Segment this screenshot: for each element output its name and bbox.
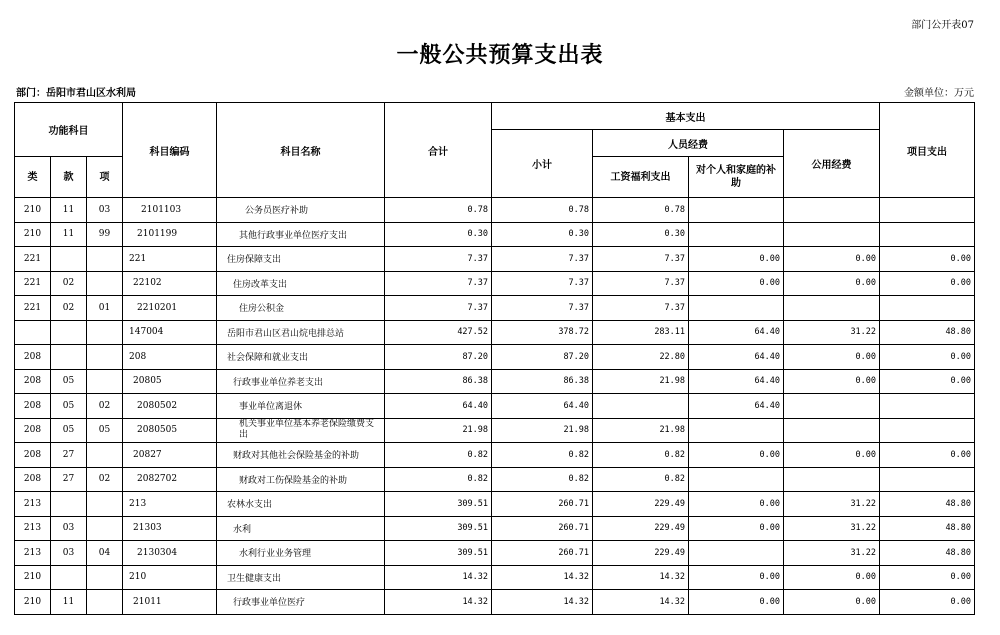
cell-public bbox=[784, 198, 880, 223]
table-row bbox=[15, 296, 975, 321]
cell-xiang bbox=[87, 247, 123, 272]
cell-subsidy bbox=[689, 541, 784, 566]
cell-salary: 7.37 bbox=[593, 247, 689, 272]
cell-project: 0.00 bbox=[880, 443, 975, 468]
header-total: 合计 bbox=[385, 103, 492, 198]
header-kuan: 款 bbox=[51, 157, 87, 198]
cell-subject-code: 2130304 bbox=[123, 541, 217, 566]
cell-xiang: 04 bbox=[87, 541, 123, 566]
cell-salary: 21.98 bbox=[593, 418, 689, 443]
form-code: 部门公开表07 bbox=[911, 20, 974, 31]
cell-public bbox=[784, 418, 880, 443]
cell-kuan bbox=[51, 492, 87, 517]
table-row bbox=[15, 516, 975, 541]
cell-lei: 213 bbox=[15, 541, 51, 566]
cell-subtotal: 0.30 bbox=[492, 222, 593, 247]
cell-kuan: 27 bbox=[51, 443, 87, 468]
cell-public: 0.00 bbox=[784, 345, 880, 370]
cell-xiang bbox=[87, 345, 123, 370]
cell-xiang: 99 bbox=[87, 222, 123, 247]
cell-subject-code: 210 bbox=[123, 565, 217, 590]
cell-project: 0.00 bbox=[880, 590, 975, 615]
cell-public: 0.00 bbox=[784, 590, 880, 615]
cell-subsidy: 64.40 bbox=[689, 320, 784, 345]
cell-subsidy bbox=[689, 418, 784, 443]
cell-salary: 229.49 bbox=[593, 516, 689, 541]
table-row bbox=[15, 222, 975, 247]
cell-public bbox=[784, 467, 880, 492]
cell-total: 64.40 bbox=[385, 394, 492, 419]
cell-kuan: 03 bbox=[51, 516, 87, 541]
table-row bbox=[15, 198, 975, 223]
cell-project: 48.80 bbox=[880, 320, 975, 345]
table-row bbox=[15, 541, 975, 566]
cell-subsidy bbox=[689, 222, 784, 247]
cell-public: 0.00 bbox=[784, 565, 880, 590]
cell-project bbox=[880, 198, 975, 223]
cell-lei: 213 bbox=[15, 516, 51, 541]
cell-salary: 0.78 bbox=[593, 198, 689, 223]
cell-project: 48.80 bbox=[880, 492, 975, 517]
cell-subject-code: 2082702 bbox=[123, 467, 217, 492]
cell-total: 14.32 bbox=[385, 565, 492, 590]
header-personnel: 人员经费 bbox=[593, 130, 784, 157]
cell-xiang bbox=[87, 590, 123, 615]
cell-project: 48.80 bbox=[880, 541, 975, 566]
cell-subject-name: 财政对工伤保险基金的补助 bbox=[217, 467, 385, 492]
cell-subject-code: 2101103 bbox=[123, 198, 217, 223]
cell-subject-name: 行政事业单位养老支出 bbox=[217, 369, 385, 394]
table-row bbox=[15, 467, 975, 492]
cell-lei: 208 bbox=[15, 369, 51, 394]
cell-subsidy: 64.40 bbox=[689, 394, 784, 419]
cell-subject-code: 20805 bbox=[123, 369, 217, 394]
budget-expenditure-table bbox=[14, 102, 975, 615]
cell-kuan: 03 bbox=[51, 541, 87, 566]
cell-subject-code: 22102 bbox=[123, 271, 217, 296]
cell-subsidy: 64.40 bbox=[689, 345, 784, 370]
cell-xiang bbox=[87, 369, 123, 394]
cell-lei: 210 bbox=[15, 198, 51, 223]
cell-xiang: 05 bbox=[87, 418, 123, 443]
cell-salary bbox=[593, 394, 689, 419]
cell-subtotal: 14.32 bbox=[492, 565, 593, 590]
cell-kuan bbox=[51, 565, 87, 590]
cell-subject-code: 21011 bbox=[123, 590, 217, 615]
table-row bbox=[15, 394, 975, 419]
table-row bbox=[15, 590, 975, 615]
cell-xiang bbox=[87, 271, 123, 296]
cell-total: 309.51 bbox=[385, 541, 492, 566]
header-public: 公用经费 bbox=[784, 130, 880, 198]
cell-total: 0.82 bbox=[385, 443, 492, 468]
cell-subsidy: 0.00 bbox=[689, 271, 784, 296]
cell-subsidy: 0.00 bbox=[689, 492, 784, 517]
cell-subsidy: 64.40 bbox=[689, 369, 784, 394]
cell-subtotal: 0.78 bbox=[492, 198, 593, 223]
table-row bbox=[15, 247, 975, 272]
cell-kuan bbox=[51, 345, 87, 370]
cell-salary: 0.30 bbox=[593, 222, 689, 247]
cell-kuan: 27 bbox=[51, 467, 87, 492]
cell-salary: 7.37 bbox=[593, 296, 689, 321]
cell-public bbox=[784, 222, 880, 247]
cell-lei: 208 bbox=[15, 443, 51, 468]
cell-salary: 229.49 bbox=[593, 492, 689, 517]
cell-xiang bbox=[87, 320, 123, 345]
header-subject-code: 科目编码 bbox=[123, 103, 217, 198]
cell-subject-name: 行政事业单位医疗 bbox=[217, 590, 385, 615]
cell-subtotal: 14.32 bbox=[492, 590, 593, 615]
cell-salary: 0.82 bbox=[593, 443, 689, 468]
table-row bbox=[15, 320, 975, 345]
cell-subtotal: 7.37 bbox=[492, 247, 593, 272]
cell-public bbox=[784, 394, 880, 419]
cell-kuan: 05 bbox=[51, 418, 87, 443]
cell-subsidy bbox=[689, 467, 784, 492]
table-row bbox=[15, 345, 975, 370]
cell-subtotal: 87.20 bbox=[492, 345, 593, 370]
cell-subject-name: 水利 bbox=[217, 516, 385, 541]
cell-subject-name: 公务员医疗补助 bbox=[217, 198, 385, 223]
cell-subsidy: 0.00 bbox=[689, 590, 784, 615]
cell-subtotal: 7.37 bbox=[492, 271, 593, 296]
cell-kuan: 11 bbox=[51, 590, 87, 615]
cell-xiang: 02 bbox=[87, 394, 123, 419]
cell-lei: 221 bbox=[15, 271, 51, 296]
cell-subject-name: 事业单位离退休 bbox=[217, 394, 385, 419]
cell-total: 21.98 bbox=[385, 418, 492, 443]
header-basic: 基本支出 bbox=[492, 103, 880, 130]
cell-xiang: 01 bbox=[87, 296, 123, 321]
cell-total: 309.51 bbox=[385, 492, 492, 517]
cell-subtotal: 260.71 bbox=[492, 492, 593, 517]
cell-xiang bbox=[87, 516, 123, 541]
cell-total: 427.52 bbox=[385, 320, 492, 345]
header-subject-name: 科目名称 bbox=[217, 103, 385, 198]
cell-subtotal: 64.40 bbox=[492, 394, 593, 419]
table-row bbox=[15, 271, 975, 296]
cell-subsidy: 0.00 bbox=[689, 247, 784, 272]
cell-subject-name: 住房公积金 bbox=[217, 296, 385, 321]
cell-project: 0.00 bbox=[880, 345, 975, 370]
cell-subsidy: 0.00 bbox=[689, 443, 784, 468]
cell-salary: 283.11 bbox=[593, 320, 689, 345]
cell-subtotal: 0.82 bbox=[492, 443, 593, 468]
cell-public: 0.00 bbox=[784, 247, 880, 272]
cell-total: 0.30 bbox=[385, 222, 492, 247]
cell-subject-name: 社会保障和就业支出 bbox=[217, 345, 385, 370]
cell-kuan: 05 bbox=[51, 394, 87, 419]
cell-project: 0.00 bbox=[880, 247, 975, 272]
cell-xiang bbox=[87, 443, 123, 468]
header-xiang: 项 bbox=[87, 157, 123, 198]
cell-subject-name: 机关事业单位基本养老保险缴费支出 bbox=[217, 418, 385, 443]
cell-subtotal: 0.82 bbox=[492, 467, 593, 492]
cell-subject-name: 财政对其他社会保险基金的补助 bbox=[217, 443, 385, 468]
cell-kuan bbox=[51, 320, 87, 345]
cell-subtotal: 7.37 bbox=[492, 296, 593, 321]
cell-lei: 221 bbox=[15, 296, 51, 321]
cell-lei: 208 bbox=[15, 345, 51, 370]
cell-total: 14.32 bbox=[385, 590, 492, 615]
header-lei: 类 bbox=[15, 157, 51, 198]
header-subtotal: 小计 bbox=[492, 130, 593, 198]
cell-kuan bbox=[51, 247, 87, 272]
cell-xiang bbox=[87, 492, 123, 517]
cell-project bbox=[880, 418, 975, 443]
cell-xiang: 02 bbox=[87, 467, 123, 492]
cell-public: 31.22 bbox=[784, 516, 880, 541]
table-row bbox=[15, 565, 975, 590]
cell-kuan: 02 bbox=[51, 296, 87, 321]
cell-xiang: 03 bbox=[87, 198, 123, 223]
cell-subject-name: 其他行政事业单位医疗支出 bbox=[217, 222, 385, 247]
cell-public: 31.22 bbox=[784, 320, 880, 345]
header-subsidy: 对个人和家庭的补助 bbox=[689, 157, 784, 198]
cell-kuan: 05 bbox=[51, 369, 87, 394]
cell-subject-code: 213 bbox=[123, 492, 217, 517]
cell-project bbox=[880, 467, 975, 492]
cell-subtotal: 378.72 bbox=[492, 320, 593, 345]
cell-subject-name: 住房改革支出 bbox=[217, 271, 385, 296]
cell-salary: 0.82 bbox=[593, 467, 689, 492]
cell-total: 7.37 bbox=[385, 247, 492, 272]
cell-total: 87.20 bbox=[385, 345, 492, 370]
cell-project: 0.00 bbox=[880, 565, 975, 590]
header-salary: 工资福利支出 bbox=[593, 157, 689, 198]
cell-subsidy: 0.00 bbox=[689, 565, 784, 590]
cell-lei: 213 bbox=[15, 492, 51, 517]
cell-subtotal: 86.38 bbox=[492, 369, 593, 394]
cell-public: 0.00 bbox=[784, 271, 880, 296]
cell-project bbox=[880, 222, 975, 247]
cell-public: 0.00 bbox=[784, 369, 880, 394]
cell-kuan: 11 bbox=[51, 198, 87, 223]
cell-total: 7.37 bbox=[385, 271, 492, 296]
cell-subject-name: 住房保障支出 bbox=[217, 247, 385, 272]
cell-project: 48.80 bbox=[880, 516, 975, 541]
cell-lei: 210 bbox=[15, 590, 51, 615]
cell-kuan: 02 bbox=[51, 271, 87, 296]
cell-salary: 22.80 bbox=[593, 345, 689, 370]
cell-subject-name: 岳阳市君山区君山烷电排总站 bbox=[217, 320, 385, 345]
cell-subject-code: 2101199 bbox=[123, 222, 217, 247]
cell-subject-name: 卫生健康支出 bbox=[217, 565, 385, 590]
cell-public: 0.00 bbox=[784, 443, 880, 468]
cell-lei: 210 bbox=[15, 565, 51, 590]
cell-total: 0.82 bbox=[385, 467, 492, 492]
cell-public: 31.22 bbox=[784, 541, 880, 566]
cell-salary: 14.32 bbox=[593, 590, 689, 615]
header-func-subject: 功能科目 bbox=[15, 103, 123, 157]
cell-total: 86.38 bbox=[385, 369, 492, 394]
cell-subtotal: 260.71 bbox=[492, 516, 593, 541]
cell-project bbox=[880, 394, 975, 419]
cell-subject-code: 221 bbox=[123, 247, 217, 272]
cell-salary: 229.49 bbox=[593, 541, 689, 566]
cell-subject-code: 2080502 bbox=[123, 394, 217, 419]
cell-lei: 208 bbox=[15, 467, 51, 492]
cell-project: 0.00 bbox=[880, 369, 975, 394]
cell-total: 309.51 bbox=[385, 516, 492, 541]
cell-subject-code: 147004 bbox=[123, 320, 217, 345]
cell-salary: 7.37 bbox=[593, 271, 689, 296]
table-row bbox=[15, 418, 975, 443]
cell-subtotal: 260.71 bbox=[492, 541, 593, 566]
cell-project: 0.00 bbox=[880, 271, 975, 296]
cell-lei: 221 bbox=[15, 247, 51, 272]
cell-lei: 210 bbox=[15, 222, 51, 247]
cell-project bbox=[880, 296, 975, 321]
cell-salary: 21.98 bbox=[593, 369, 689, 394]
page-title: 一般公共预算支出表 bbox=[396, 42, 604, 68]
table-row bbox=[15, 369, 975, 394]
cell-subject-code: 21303 bbox=[123, 516, 217, 541]
department-label: 部门：岳阳市君山区水利局 bbox=[16, 88, 136, 99]
amount-unit-label: 金额单位：万元 bbox=[904, 88, 974, 99]
cell-lei bbox=[15, 320, 51, 345]
cell-public: 31.22 bbox=[784, 492, 880, 517]
cell-subject-code: 20827 bbox=[123, 443, 217, 468]
cell-total: 7.37 bbox=[385, 296, 492, 321]
table-row bbox=[15, 492, 975, 517]
cell-total: 0.78 bbox=[385, 198, 492, 223]
cell-xiang bbox=[87, 565, 123, 590]
cell-subject-code: 2210201 bbox=[123, 296, 217, 321]
cell-subject-name: 水利行业业务管理 bbox=[217, 541, 385, 566]
cell-subject-code: 2080505 bbox=[123, 418, 217, 443]
table-row bbox=[15, 443, 975, 468]
cell-lei: 208 bbox=[15, 394, 51, 419]
cell-subsidy bbox=[689, 198, 784, 223]
cell-kuan: 11 bbox=[51, 222, 87, 247]
cell-subsidy: 0.00 bbox=[689, 516, 784, 541]
cell-public bbox=[784, 296, 880, 321]
cell-subsidy bbox=[689, 296, 784, 321]
table-body bbox=[15, 198, 975, 615]
cell-subject-name: 农林水支出 bbox=[217, 492, 385, 517]
header-project: 项目支出 bbox=[880, 103, 975, 198]
cell-lei: 208 bbox=[15, 418, 51, 443]
cell-salary: 14.32 bbox=[593, 565, 689, 590]
cell-subtotal: 21.98 bbox=[492, 418, 593, 443]
cell-subject-code: 208 bbox=[123, 345, 217, 370]
